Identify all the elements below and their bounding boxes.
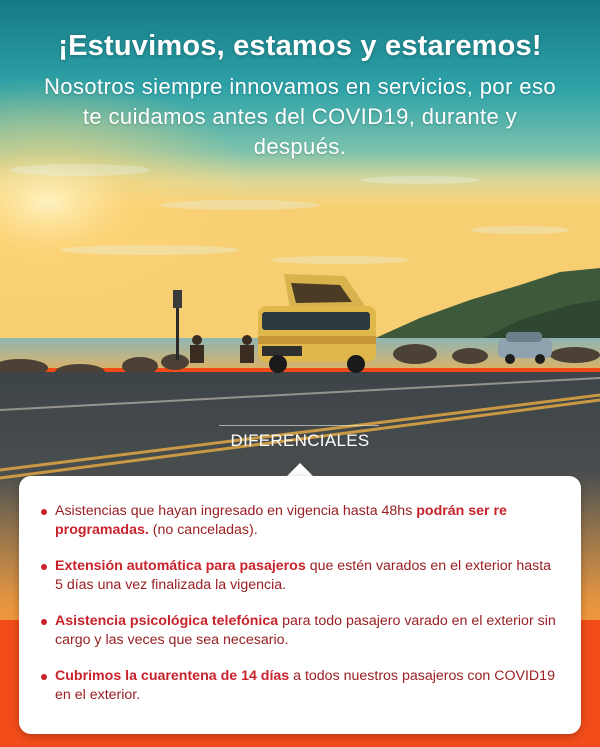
- benefit-highlight: Cubrimos la cuarentena de 14 días: [55, 668, 290, 684]
- benefit-text: para todo pasajero varado en el exterior sin cargo y las veces que sea necesario.: [55, 613, 556, 648]
- benefits-card: [19, 476, 581, 734]
- benefit-text: a todos nuestros pasajeros con COVID19 en el exterior.: [55, 668, 555, 703]
- section-title: DIFERENCIALES: [230, 431, 370, 450]
- benefit-highlight: Asistencia psicológica telefónica: [55, 613, 279, 629]
- section-divider: [219, 425, 379, 426]
- benefit-item: [41, 612, 561, 650]
- bullet-icon: [41, 674, 47, 680]
- benefit-highlight: Extensión automática para pasajeros: [55, 558, 306, 574]
- benefit-text: (no canceladas).: [148, 522, 258, 538]
- benefit-item: [41, 667, 561, 705]
- card-pointer: [286, 463, 314, 477]
- benefit-item: [41, 502, 561, 540]
- subheadline: Nosotros siempre innovamos en servicios, por eso te cuidamos antes del COVID19, durante y después.: [44, 74, 556, 159]
- benefit-item: [41, 557, 561, 595]
- benefit-text: Asistencias que hayan ingresado en vigencia hasta 48hs: [55, 503, 417, 519]
- benefit-text: que estén varados en el exterior hasta 5 días una vez finalizada la vigencia.: [55, 558, 552, 593]
- bullet-icon: [41, 509, 47, 515]
- benefit-highlight: podrán ser re programadas.: [55, 503, 507, 538]
- bullet-icon: [41, 564, 47, 570]
- headline: ¡Estuvimos, estamos y estaremos!: [58, 30, 542, 62]
- bullet-icon: [41, 619, 47, 625]
